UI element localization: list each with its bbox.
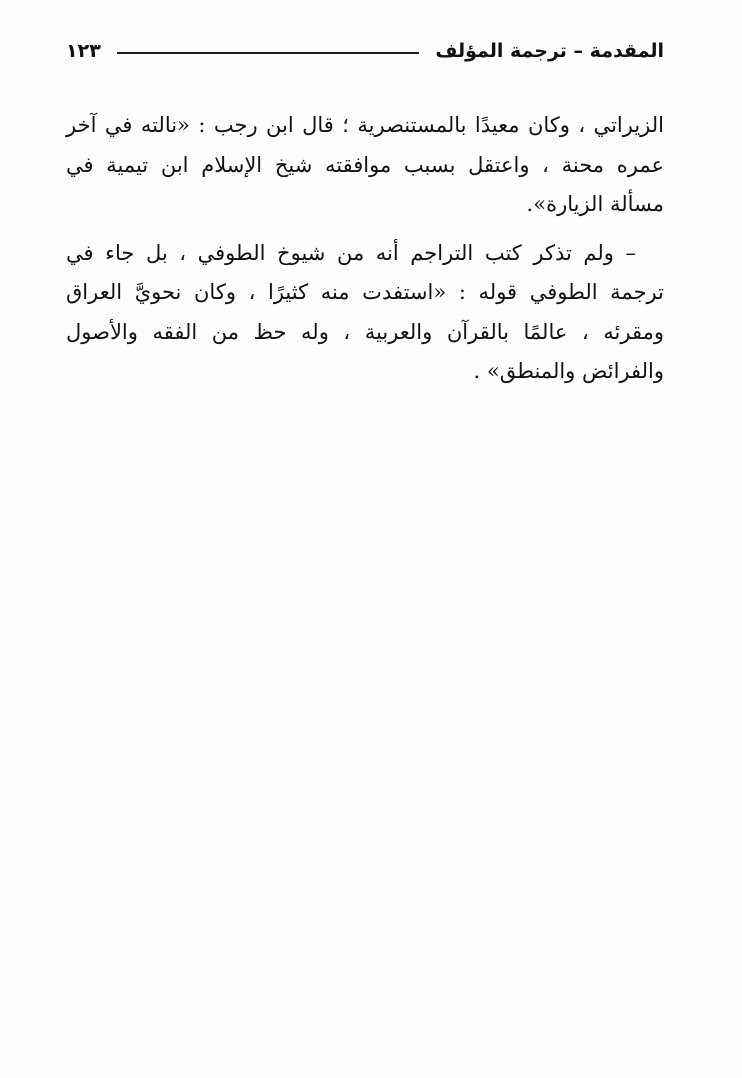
paragraph-1: الزيراتي ، وكان معيدًا بالمستنصرية ؛ قال ابن رجب : «نالته في آخر عمره محنة ، واعتقل بسبب موافقته شيخ الإسلام ابن تيمية في مسألة الزيارة». [66, 113, 664, 216]
header-title: المقدمة – ترجمة المؤلف [435, 40, 664, 62]
page-number: ١٢٣ [66, 40, 101, 62]
header-rule [117, 52, 420, 54]
running-header [66, 34, 664, 68]
paragraph-2: – ولم تذكر كتب التراجم أنه من شيوخ الطوفي ، بل جاء في ترجمة الطوفي قوله : «استفدت منه كثيرًا ، وكان نحويَّ العراق ومقرئه ، عالمًا بالقرآن والعربية ، وله حظ من الفقه والأصول والفرائض والمنطق» . [66, 240, 664, 383]
body-text [66, 106, 664, 392]
